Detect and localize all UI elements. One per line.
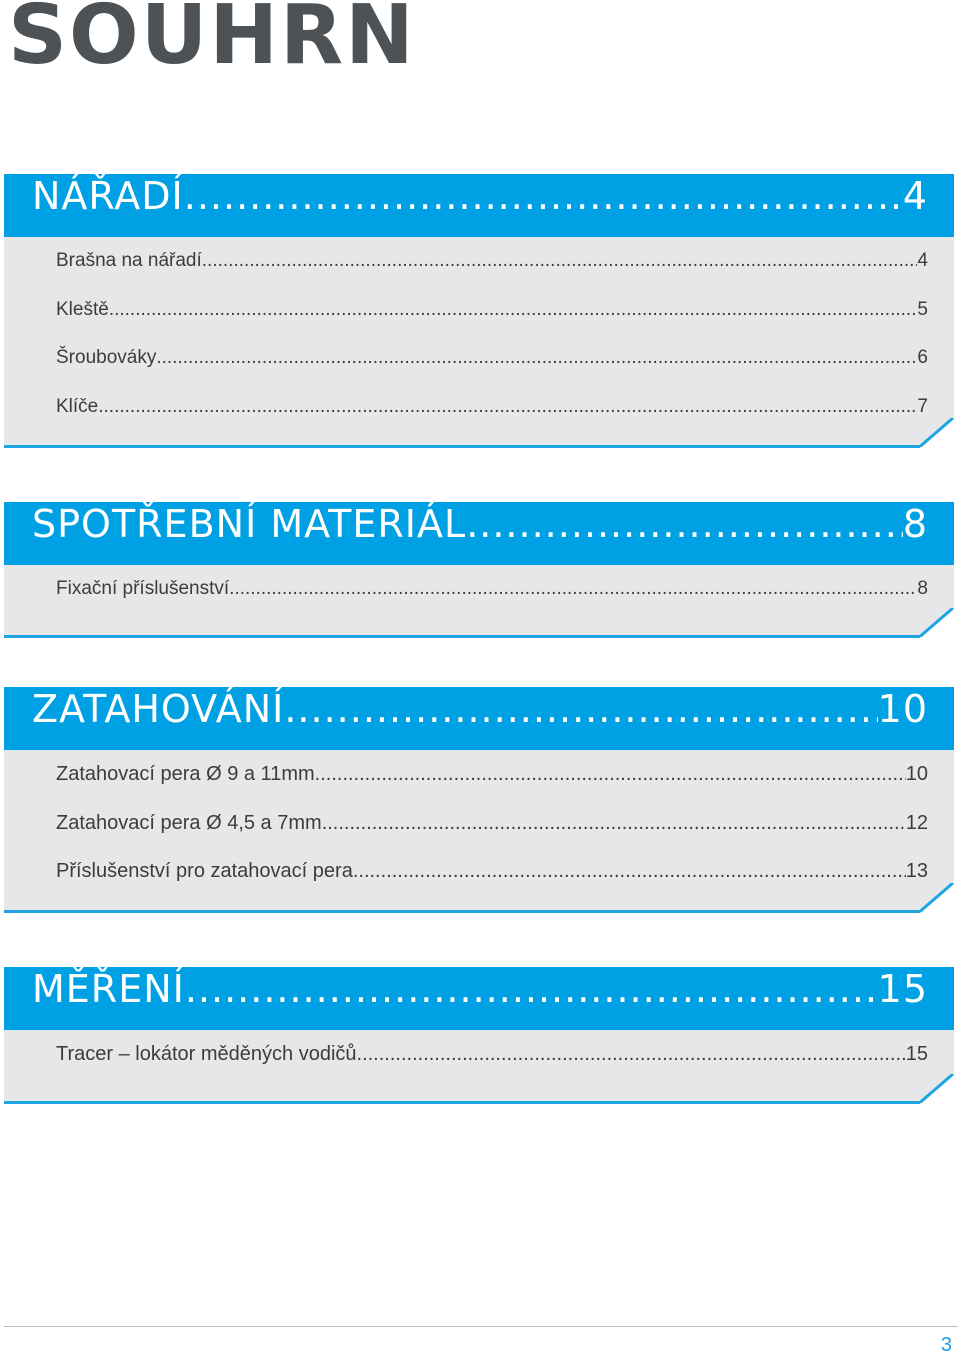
section-page-number: 15 bbox=[877, 967, 928, 1011]
toc-section-spotrebni-material bbox=[4, 502, 954, 638]
dot-leader bbox=[98, 383, 917, 432]
toc-entry[interactable] bbox=[56, 237, 928, 286]
footer-divider bbox=[4, 1326, 958, 1327]
toc-entry[interactable] bbox=[56, 383, 928, 432]
dot-leader bbox=[357, 1030, 906, 1079]
entry-label: Zatahovací pera Ø 4,5 a 7mm bbox=[56, 811, 322, 834]
dot-leader bbox=[202, 237, 918, 286]
entry-label: Brašna na nářadí bbox=[56, 250, 202, 271]
corner-accent-icon bbox=[920, 418, 954, 448]
entry-page-number: 13 bbox=[905, 860, 928, 882]
section-header[interactable] bbox=[4, 967, 954, 1030]
entry-list bbox=[4, 237, 954, 431]
toc-entry[interactable] bbox=[56, 565, 928, 614]
toc-entry[interactable] bbox=[56, 1030, 928, 1079]
entry-list bbox=[4, 750, 954, 896]
toc-entry[interactable] bbox=[56, 799, 928, 848]
dot-leader bbox=[156, 334, 917, 383]
entry-list bbox=[4, 1030, 954, 1079]
entry-page-number: 6 bbox=[917, 347, 928, 368]
dot-leader bbox=[229, 565, 917, 614]
section-page-number: 10 bbox=[877, 687, 928, 731]
section-header[interactable] bbox=[4, 687, 954, 750]
entry-page-number: 15 bbox=[905, 1043, 928, 1065]
dot-leader bbox=[466, 502, 903, 546]
toc-entry[interactable] bbox=[56, 334, 928, 383]
section-title: SPOTŘEBNÍ MATERIÁL bbox=[32, 502, 467, 546]
entry-label: Klíče bbox=[56, 395, 99, 417]
entry-list bbox=[4, 565, 954, 614]
entry-page-number: 7 bbox=[917, 395, 928, 417]
page-title: SOUHRN bbox=[8, 0, 416, 83]
section-page-number: 8 bbox=[902, 502, 928, 546]
toc-entry[interactable] bbox=[56, 847, 928, 896]
dot-leader bbox=[184, 174, 903, 218]
section-header[interactable] bbox=[4, 174, 954, 237]
dot-leader bbox=[185, 967, 878, 1011]
entry-label: Šroubováky bbox=[56, 347, 157, 368]
corner-accent-icon bbox=[920, 883, 954, 913]
section-title: NÁŘADÍ bbox=[32, 174, 184, 218]
dot-leader bbox=[109, 286, 918, 335]
entry-page-number: 10 bbox=[905, 763, 928, 785]
entry-page-number: 5 bbox=[917, 298, 928, 320]
entry-page-number: 8 bbox=[917, 578, 928, 599]
entry-page-number: 4 bbox=[917, 250, 928, 271]
entry-label: Zatahovací pera Ø 9 a 11mm bbox=[56, 763, 315, 785]
section-header[interactable] bbox=[4, 502, 954, 565]
corner-accent-icon bbox=[920, 608, 954, 638]
toc-section-naradi bbox=[4, 174, 954, 448]
toc-entry[interactable] bbox=[56, 286, 928, 335]
entry-label: Kleště bbox=[56, 298, 109, 320]
entry-label: Tracer – lokátor měděných vodičů bbox=[56, 1043, 357, 1065]
dot-leader bbox=[284, 687, 877, 731]
toc-section-mereni bbox=[4, 967, 954, 1104]
section-title: MĚŘENÍ bbox=[32, 967, 185, 1011]
entry-label: Fixační příslušenství bbox=[56, 578, 230, 599]
dot-leader bbox=[322, 799, 906, 848]
entry-page-number: 12 bbox=[905, 811, 928, 834]
toc-section-zatahovani bbox=[4, 687, 954, 913]
page-number: 3 bbox=[940, 1334, 952, 1356]
entry-label: Příslušenství pro zatahovací pera bbox=[56, 860, 353, 882]
section-title: ZATAHOVÁNÍ bbox=[32, 687, 285, 731]
toc-entry[interactable] bbox=[56, 750, 928, 799]
dot-leader bbox=[315, 750, 906, 799]
dot-leader bbox=[353, 847, 906, 896]
section-page-number: 4 bbox=[902, 174, 928, 218]
corner-accent-icon bbox=[920, 1074, 954, 1104]
